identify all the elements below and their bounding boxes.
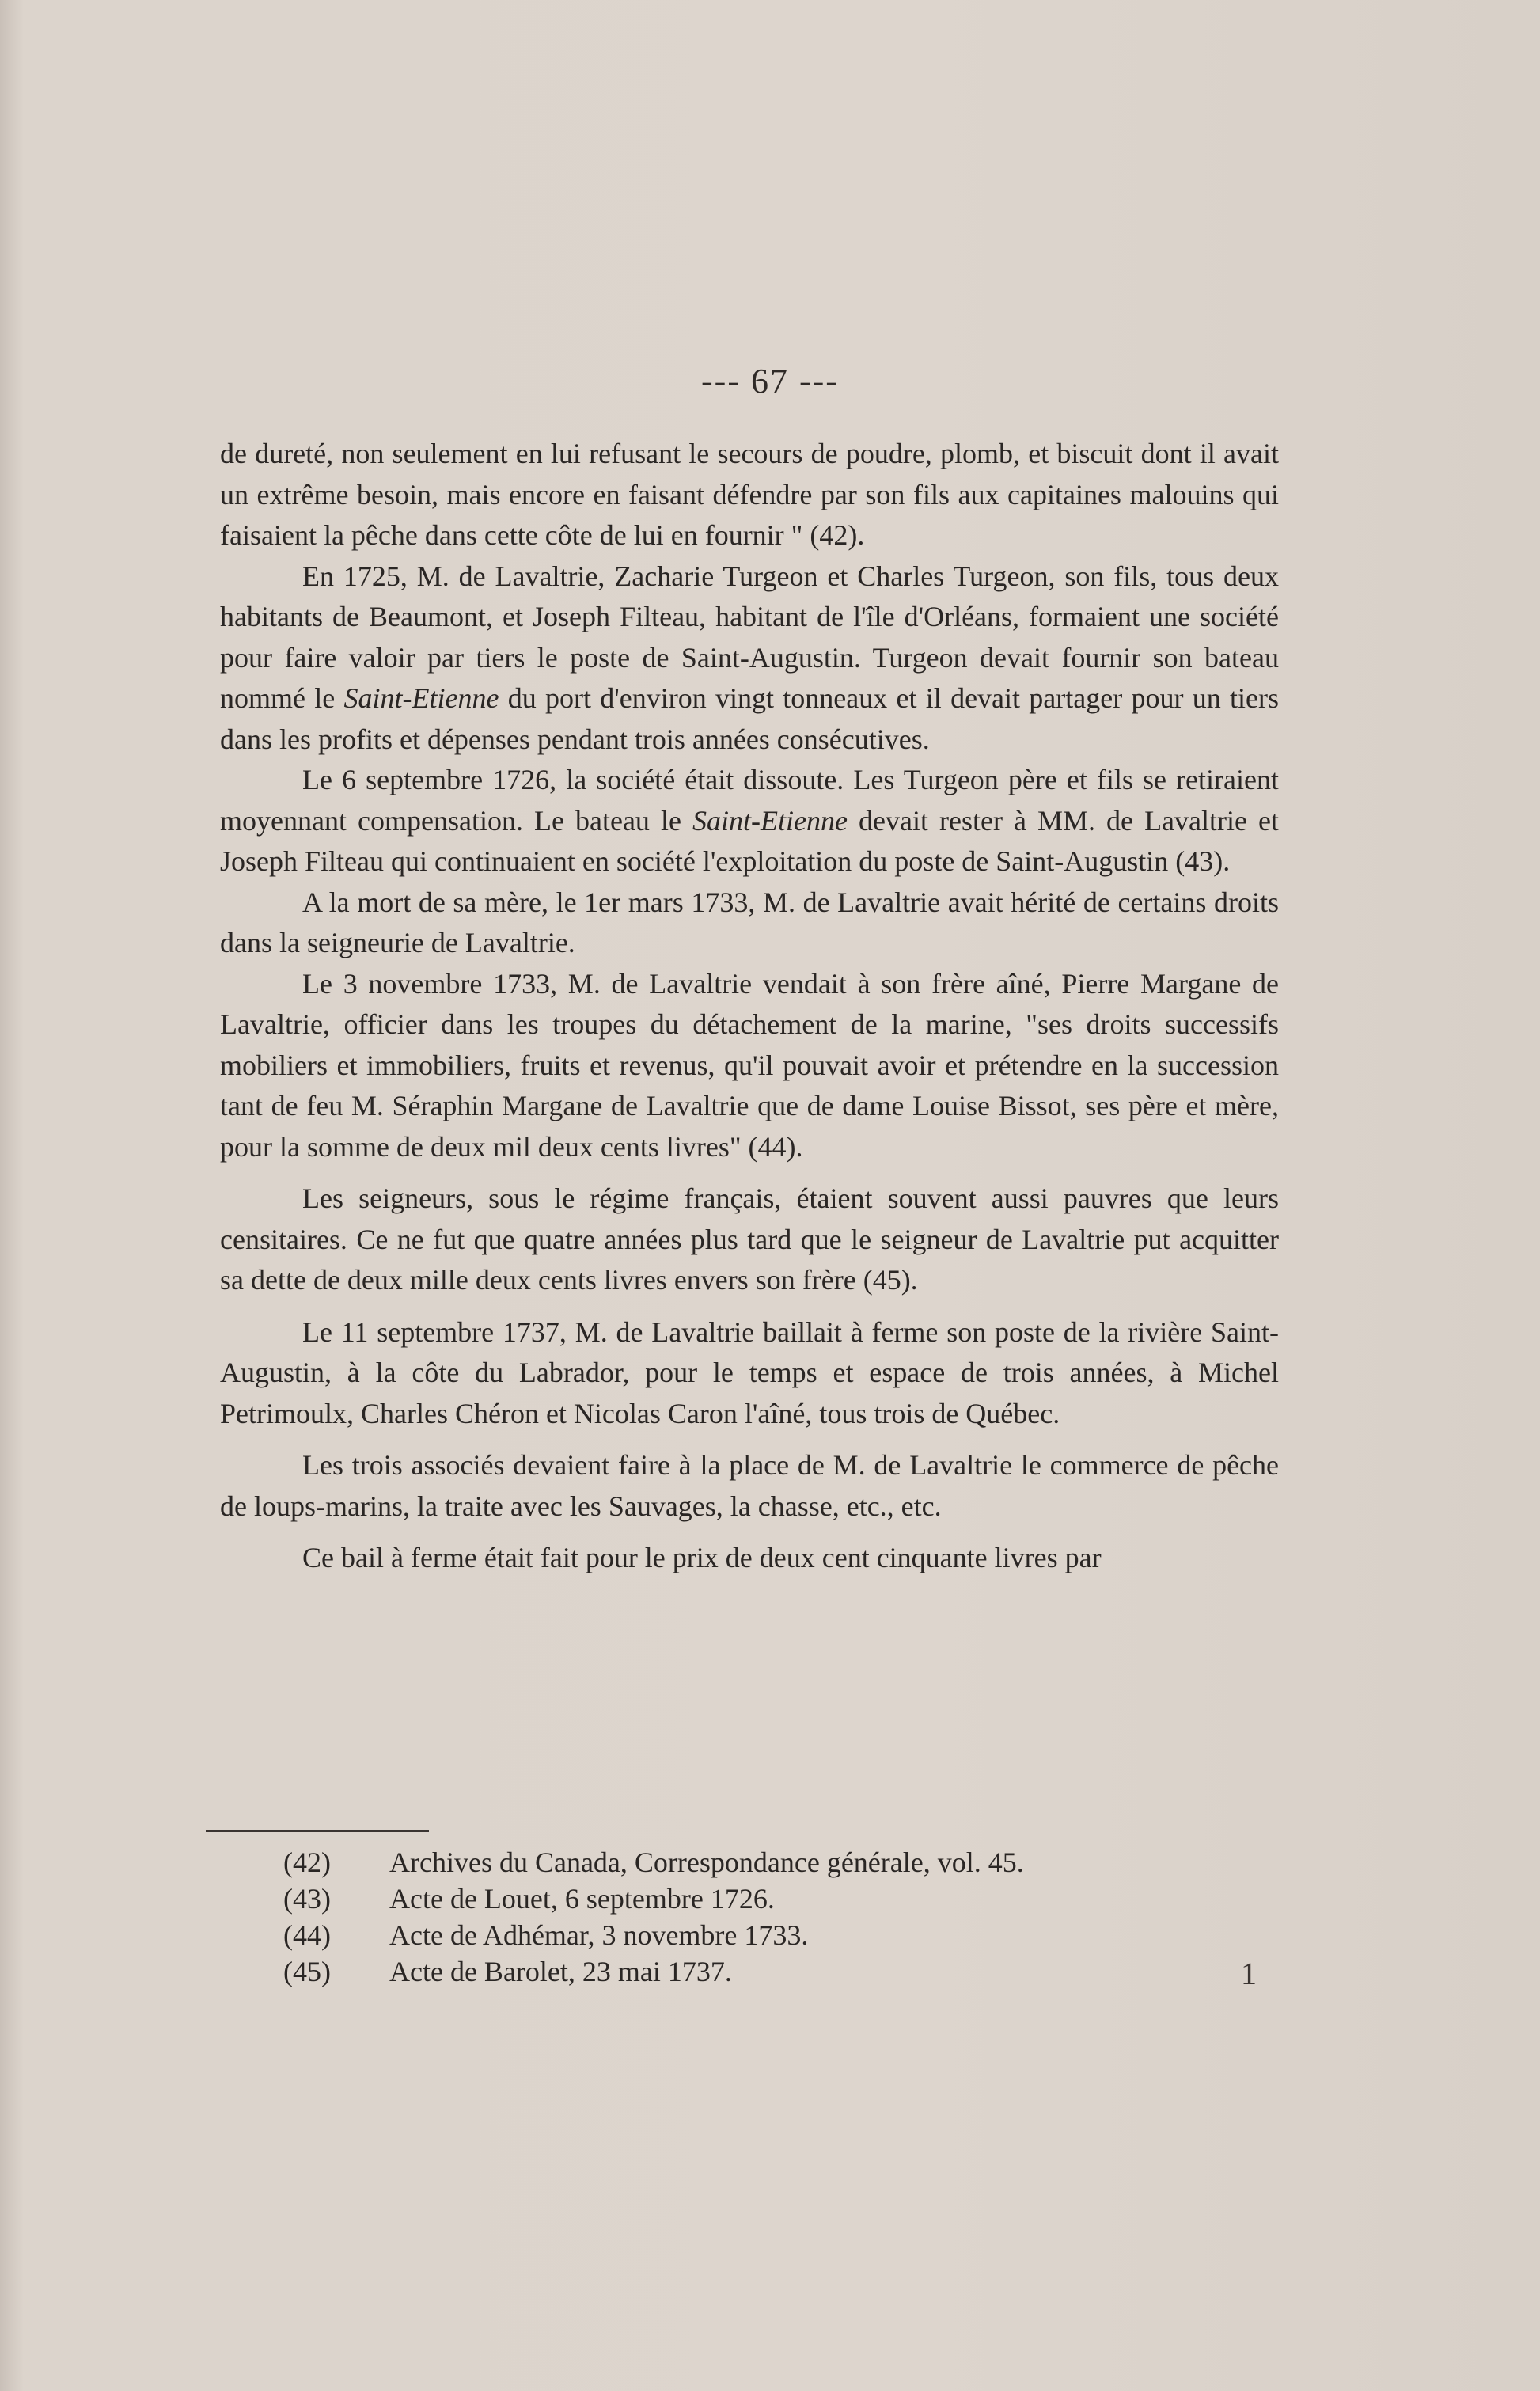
paragraph-5 [220,964,1279,1168]
paragraph-5-text: Le 3 novembre 1733, M. de Lavaltrie vendait à son frère aîné, Pierre Margane de Lavaltrie, officier dans les troupes du détachement de la marine, "ses droits successifs mobiliers et immobiliers, fruits et revenus, qu'il pouvait avoir et prétendre en la succession tant de feu M. Séraphin Margane de Lavaltrie que de dame Louise Bissot, ses père et mère, pour la somme de deux mil deux cents livres" (44). [220,967,1279,1163]
footnote-number: (42) [283,1846,331,1878]
paragraph-7-text: Le 11 septembre 1737, M. de Lavaltrie baillait à ferme son poste de la rivière Saint-Augustin, à la côte du Labrador, pour le temps et espace de trois années, à Michel Petrimoulx, Charles Chéron et Nicolas Caron l'aîné, tous trois de Québec. [220,1315,1279,1429]
paragraph-4-text: A la mort de sa mère, le 1er mars 1733, M. de Lavaltrie avait hérité de certains droits dans la seigneurie de Lavaltrie. [220,886,1279,958]
paragraph-4 [220,882,1279,964]
paragraph-8-text: Les trois associés devaient faire à la place de M. de Lavaltrie le commerce de pêche de loups-marins, la traite avec les Sauvages, la chasse, etc., etc. [220,1449,1279,1522]
footnote-45 [283,1953,1233,1990]
footnote-43 [283,1881,1233,1917]
ship-name-italic: Saint-Etienne [343,682,499,714]
paragraph-6 [220,1178,1279,1301]
paragraph-2-text-a: En 1725, M. de Lavaltrie, Zacharie Turgeon et Charles Turgeon, son fils, tous deux habitants de Beaumont, et Joseph Filteau, habitant de l'île d'Orléans, formaient une société pour faire valoir par tiers le poste de Saint-Augustin. Turgeon devait fournir son bateau nommé le [220,560,1279,714]
body-text [220,434,1279,1579]
paragraph-8 [220,1445,1279,1527]
paragraph-9 [220,1538,1279,1579]
paragraph-1-text: de dureté, non seulement en lui refusant le secours de poudre, plomb, et biscuit dont il avait un extrême besoin, mais encore en faisant défendre par son fils aux capitaines malouins qui faisaient la pêche dans cette côte de lui en fournir " (42). [220,438,1279,551]
footnote-text: Acte de Adhémar, 3 novembre 1733. [389,1919,809,1951]
footnote-44 [283,1917,1233,1953]
paragraph-6-text: Les seigneurs, sous le régime français, étaient souvent aussi pauvres que leurs censitaires. Ce ne fut que quatre années plus tard que le seigneur de Lavaltrie put acquitter sa dette de deux mille deux cents livres envers son frère (45). [220,1182,1279,1296]
footnotes [283,1844,1233,1990]
footnote-number: (44) [283,1919,331,1951]
footnote-number: (43) [283,1883,331,1915]
footnote-divider [206,1830,429,1832]
footnote-text: Acte de Louet, 6 septembre 1726. [389,1883,775,1915]
paragraph-2 [220,556,1279,761]
paragraph-2-text-b: du port d'environ vingt tonneaux et il devait partager pour un tiers dans les profits et dépenses pendant trois années consécutives. [220,682,1280,755]
paragraph-9-text: Ce bail à ferme était fait pour le prix de deux cent cinquante livres par [302,1542,1102,1573]
paragraph-3 [220,760,1279,882]
footnote-42 [283,1844,1233,1881]
corner-mark: 1 [1241,1956,1257,1991]
footnote-number: (45) [283,1956,331,1987]
footnote-text: Archives du Canada, Correspondance générale, vol. 45. [389,1846,1024,1878]
footnote-text: Acte de Barolet, 23 mai 1737. [389,1956,732,1987]
paragraph-7 [220,1312,1279,1435]
paragraph-1 [220,434,1279,556]
paragraph-3-text-b: devait rester à MM. de Lavaltrie et Joseph Filteau qui continuaient en société l'exploitation du poste de Saint-Augustin (43). [220,804,1280,877]
paragraph-3-text-a: Le 6 septembre 1726, la société était dissoute. Les Turgeon père et fils se retiraient moyennant compensation. Le bateau le [220,764,1279,837]
ship-name-italic: Saint-Etienne [692,804,848,837]
page-number: --- 67 --- [701,362,839,400]
